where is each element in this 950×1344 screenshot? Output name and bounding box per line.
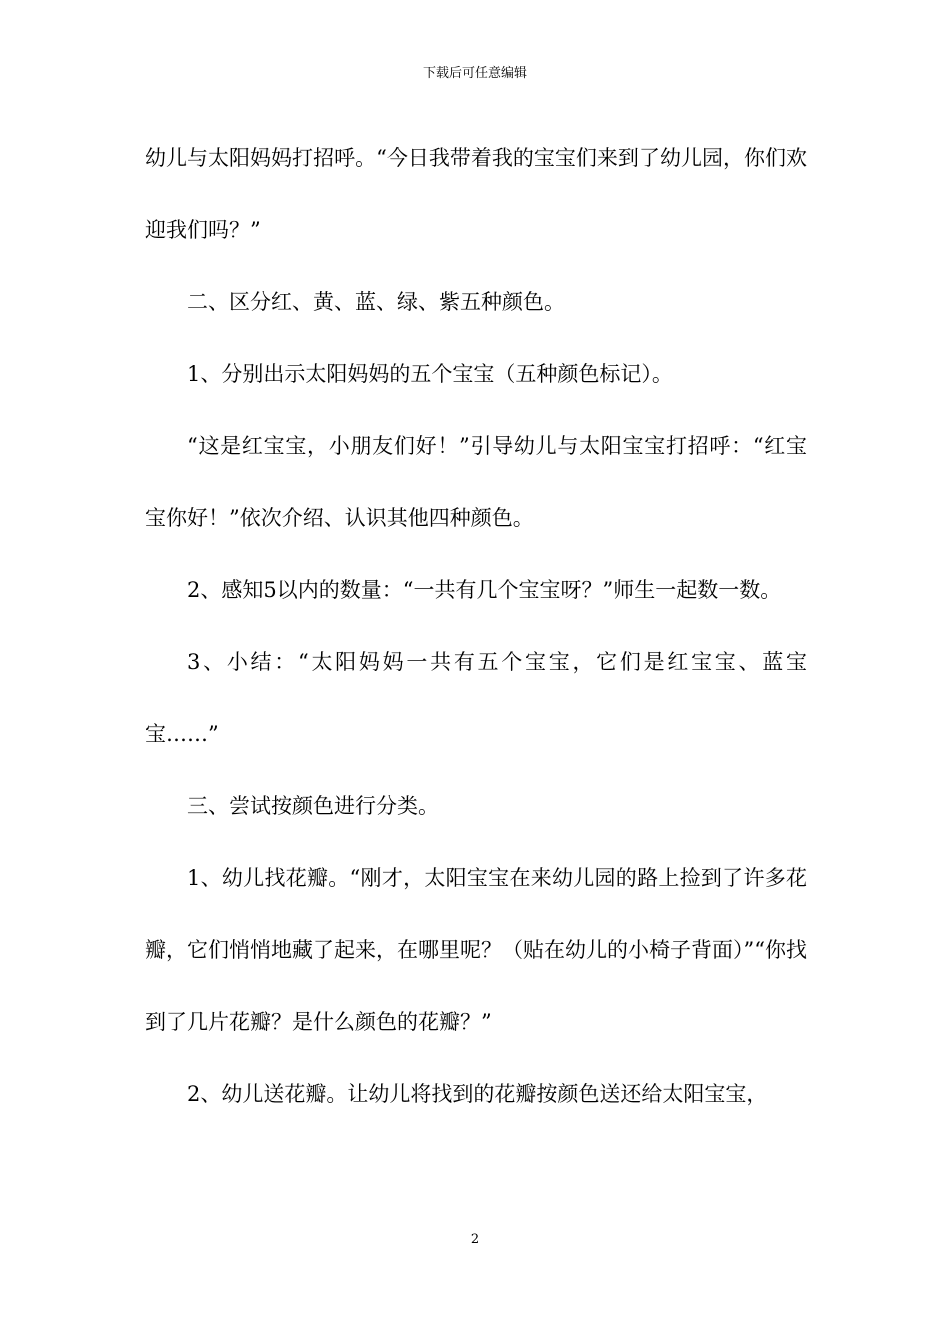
paragraph-5: 2、感知5以内的数量：“一共有几个宝宝呀？”师生一起数一数。 [187,578,782,602]
paragraph-8: 1、幼儿找花瓣。“刚才，太阳宝宝在来幼儿园的路上捡到了许多花瓣，它们悄悄地藏了起来，在哪里呢？（贴在幼儿的小椅子背面）”“你找到了几片花瓣？是什么颜色的花瓣？” [145,866,807,1034]
paragraph-6: 3、小结：“太阳妈妈一共有五个宝宝，它们是红宝宝、蓝宝宝……” [145,650,807,746]
paragraph-1: 幼儿与太阳妈妈打招呼。“今日我带着我的宝宝们来到了幼儿园，你们欢迎我们吗？” [145,146,807,242]
page-header: 下载后可任意编辑 [422,66,527,81]
paragraph-2: 二、区分红、黄、蓝、绿、紫五种颜色。 [187,290,565,314]
paragraph-3: 1、分别出示太阳妈妈的五个宝宝（五种颜色标记）。 [187,362,673,386]
page-number: 2 [470,1232,480,1247]
document-body [145,122,807,1130]
paragraph-9: 2、幼儿送花瓣。让幼儿将找到的花瓣按颜色送还给太阳宝宝， [187,1082,768,1106]
paragraph-7: 三、尝试按颜色进行分类。 [187,794,439,818]
paragraph-4: “这是红宝宝，小朋友们好！”引导幼儿与太阳宝宝打招呼：“红宝宝你好！”依次介绍、认识其他四种颜色。 [145,434,807,530]
